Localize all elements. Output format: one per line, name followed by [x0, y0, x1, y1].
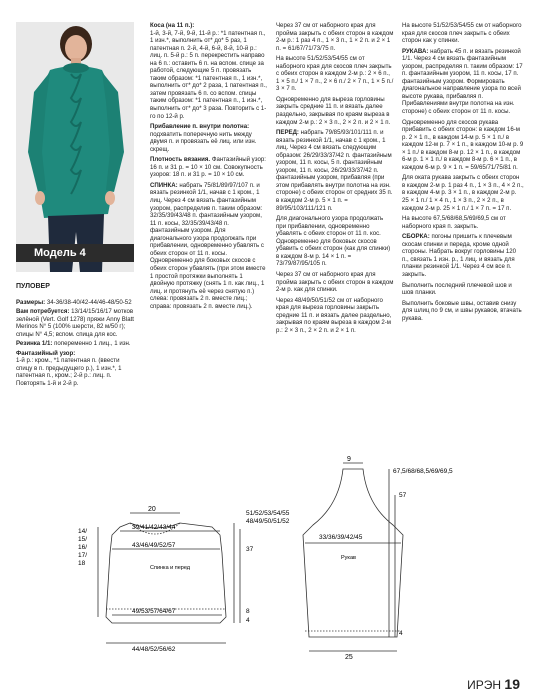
sleeve-schematic	[305, 455, 505, 665]
front-value: набрать 79/85/93/101/111 п. и вязать резинкой 1/1, начав с 1 кром., 1 лиц. Через 4 см вязать следующим образом: 26/29/33/37/42 п. фантазийным узором, 11 п. косы, 5 п. фантазийным узором, 11 п. косы, 26/29/33/37/42 п. фантазийным узором, прибавляя (при этом прибавлять внутри полотна на изн. стороне) с обеих сторон от средних 35 п. в каждом 2-м р. 5 × 1 п. = 89/95/103/111/121 п.	[276, 129, 393, 212]
sleeve-value: набрать 45 п. и вязать резинкой 1/1. Через 4 см вязать фантазийным узором, распределяя п. таким образом: 17 п. фантазийным узором, 11 п. косы, 17 п. фантазийным узором. Формировать диагональное направление узора по всей высоте рукава, прибавляя п. Прибавлениями внутри полотна на изн. стороне) с обеих сторон от 11 п. косы.	[402, 47, 523, 116]
cable-label: Коса (на 11 п.):	[150, 22, 195, 29]
rib-para	[16, 340, 136, 348]
back-para	[150, 182, 268, 310]
body-armhole-height: 48/49/50/51/52	[246, 518, 290, 525]
column-4	[402, 22, 524, 322]
col4-text4: На высоте 67,5/68/68,5/69/69,5 см от наборного края п. закрыть.	[402, 215, 506, 230]
col4-text5: Выполнить последний плечевой шов и шов планки.	[402, 281, 512, 297]
body-top-width: 20	[148, 506, 156, 513]
col4-text2: Одновременно для скосов рукава прибавить с обеих сторон: в каждом 16-м р. 2 × 1 п., в каждом 14-м р. 5 × 1 п./ в каждом 12-м р. 7 × 1 п., в каждом 10-м р. 9 × 1 п./ в каждом 8-м р. 12 × 1 п., в каждом 6-м р. 1 × 1 п./ в каждом 8-м р. 6 × 1 п., в каждом 6-м р. 9 × 1 п. = 59/65/71/75/81 п.	[402, 118, 524, 171]
sleeve-width: 33/36/39/42/45	[319, 534, 363, 541]
col3-text2: На высоте 51/52/53/54/55 см от наборного края для скосов плеч закрыть с обеих сторон в каждом 2-м р.: 2 × 6 п., 1 × 5 п./ 1 × 7 п., 2 × 6 п./ 2 × 7 п., 1 × 5 п./ 3 × 7 п.	[276, 55, 394, 93]
back-label: СПИНКА:	[150, 181, 178, 189]
page-number: 19	[504, 676, 520, 692]
sizes-para	[16, 299, 136, 307]
sleeve-total: 67,5/68/68,5/69/69,5	[393, 468, 453, 475]
pattern-value: 1-й р.: кром., *1 патентная п. (ввести спицу в п. предыдущего р.), 1 изн.*, 1 патентная п., кром.; 2-й р.: лиц. п. Повторять 1-й и 2-й р.	[16, 357, 122, 388]
col3-text5: Через 37 см от наборного края для пройма закрыть с обеих сторон в каждом 2-м р. как для спинки.	[276, 270, 394, 294]
sleeve-top: 9	[347, 456, 351, 463]
column-2	[150, 22, 268, 310]
front-para	[276, 129, 394, 212]
materials-para	[16, 308, 136, 338]
col4-text6: Выполнить боковые швы, оставив снизу для шлиц по 9 см, и швы рукавов, втачать рукава.	[402, 299, 522, 322]
sleeve-label: РУКАВА:	[402, 47, 429, 55]
cable-value: 1-й, 3-й, 7-й, 9-й, 11-й р.: *1 патентная п., 1 изн.*, выполнить от* до* 5 раз, 1 патентная п. 2-й, 4-й, 6-й, 8-й, 10-й р.: лиц. п. 5-й р.: 5 п. перекрестить направо на 6 п.: оставить 6 п. на вспом. спице за работой, следующие 5 п. провязать таким образом: *1 патентная п., 1 изн.*, выполнить от* до* 2 раза, 1 патентная п., затем провязать 6 п. со вспом. спицы таким образом: *1 патентная п., 1 изн.*, выполнить от* до* 3 раза. Повторить с 1-го по 12-й р.	[150, 29, 267, 120]
inc-label: Прибавление п. внутри полотна:	[150, 123, 250, 131]
magazine-name: ИРЭН	[467, 678, 502, 692]
col3-text6: Через 48/49/50/51/52 см от наборного края для выреза горловины закрыть средние 11 п. и вязать далее раздельно, закрывая по краям выреза в каждом 2-м р.: 2 × 3 п., 2 × 2 п. и 2 × 1 п.	[276, 296, 392, 334]
sleeve-cap: 57	[399, 492, 407, 499]
rib-value: попеременно 1 лиц., 1 изн.	[54, 340, 131, 348]
front-label: ПЕРЕД:	[276, 129, 299, 137]
assembly-value: погоны пришить к плечевым скосам спинки и переда, кроме одной стороны. Набрать вокруг горловины 120 п., связать 1 изн. р., 1 лиц. и вязать для планки резинкой 1/1. Через 4 см все п. закрыть.	[402, 233, 517, 278]
pattern-label: Фантазийный узор:	[16, 349, 76, 357]
assembly-label: СБОРКА:	[402, 233, 430, 241]
materials-value: 13/14/15/16/17 мотков зелёной (Vert. Golf 1278) пряжи Anny Blatt Merinos N° 5 (100% шерсти, 82 м/50 г); спицы N° 4,5; вспом. спица для кос.	[16, 308, 134, 338]
model-photo	[16, 22, 134, 272]
sleeve-label: Рукав	[341, 555, 356, 561]
body-label: Спинка и перед	[150, 565, 191, 571]
body-slit: 8	[246, 608, 250, 615]
body-left-e: 18	[78, 560, 86, 567]
inc-value: подхватить поперечную нить между двумя п. и провязать её лиц. или изн. скрещ.	[150, 130, 257, 153]
body-total-height: 51/52/53/54/55	[246, 510, 290, 517]
body-shoulder: 39/41/42/43/44	[132, 524, 176, 531]
body-left-d: 17/	[78, 552, 88, 559]
model-photo-illustration	[16, 22, 134, 272]
sleeve-outline	[303, 469, 403, 637]
column-3	[276, 22, 394, 334]
body-rib: 4	[246, 617, 250, 624]
gauge-label: Плотность вязания.	[150, 156, 211, 164]
rib-label: Резинка 1/1:	[16, 340, 53, 348]
gauge-para	[150, 156, 268, 179]
inc-para	[150, 123, 268, 153]
col3-text1: Через 37 см от наборного края для пройма закрыть с обеих сторон в каждом 2-м р.: 1 раз 4 п., 1 × 3 п., 1 × 2 п. и 2 × 1 п. = 61/67/71/73/75 п.	[276, 22, 394, 52]
body-left-a: 14/	[78, 528, 88, 535]
assembly-para	[402, 233, 524, 278]
sizes-label: Размеры:	[16, 298, 46, 306]
sleeve-para	[402, 48, 524, 116]
gauge-value: Фантазийный узор: 16 п. и 31 р. = 10 × 10 см. Совокупность узоров: 18 п. и 31 р. = 10 × 10 см.	[150, 156, 266, 179]
model-label: Модель 4	[16, 244, 134, 262]
body-left-c: 16/	[78, 544, 88, 551]
sizes-value: 34-36/38-40/42-44/46-48/50-52	[46, 298, 132, 306]
body-side-height: 37	[246, 546, 254, 553]
body-schematic	[70, 505, 290, 655]
sleeve-rib: 4	[399, 630, 403, 637]
page-footer	[467, 676, 520, 692]
column-1	[16, 283, 136, 388]
col4-text3: Для оката рукава закрыть с обеих сторон в каждом 2-м р. 1 раз 4 п., 1 × 3 п., 4 × 2 п., в каждом 4-м р. 3 × 1 п., в каждом 2-м р. 25 × 1 п./ 1 × 4 п., 1 × 3 п., 2 × 2 п., в каждом 2-м р. 25 × 1 п./ 1 × 7 п. = 17 п.	[402, 174, 524, 212]
body-hip: 49/53/57/64/67	[132, 608, 176, 615]
materials-label: Вам потребуется:	[16, 308, 70, 316]
col3-text3: Одновременно для выреза горловины закрыть средние 11 п. и вязать далее раздельно, закрывая по краям выреза в каждом 2-м р.: 2 × 3 п., 2 × 2 п. и 2 × 1 п.	[276, 95, 391, 126]
body-left-b: 15/	[78, 536, 88, 543]
body-bottom: 44/48/52/56/62	[132, 646, 176, 653]
body-chest: 43/46/49/52/57	[132, 542, 176, 549]
col4-text1: На высоте 51/52/53/54/55 см от наборного края для скосов плеч закрыть с обеих сторон как у спинки.	[402, 22, 522, 45]
pattern-para	[16, 350, 136, 388]
garment-title: ПУЛОВЕР	[16, 283, 50, 290]
back-value: набрать 75/81/89/97/107 п. и вязать резинкой 1/1, начав с 1 кром., 1 лиц. Через 4 см вязать фантазийным узором, распределив п. таким образом: 32/35/39/43/48 п. фантазийным узором, 11 п. косы, 32/35/39/43/48 п. фантазийным узором. Для диагонального узора продолжать при прибавлении, одновременно убавлять с обеих сторон от 11 п. косы. Одновременно для боковых скосов с обеих сторон убавлять (при этом вместе 1 простой протяжки выполнять 1 двойную протяжку (снять 1 п. как лиц., 1 лиц. и протянуть её через снятую п.) слева: провязать 2 п. вместе лиц.; справа: провязать 2 п. вместе лиц.).	[150, 181, 266, 310]
col3-text4: Для диагонального узора продолжать при прибавлении, одновременно убавлять с обеих сторон от 11 п. кос. Одновременно для боковых скосов убавить с обеих сторон (как для спинки) в каждом 8-м р. 14 × 1 п. = 73/79/87/95/105 п.	[276, 215, 391, 268]
sleeve-bottom: 25	[345, 654, 353, 661]
